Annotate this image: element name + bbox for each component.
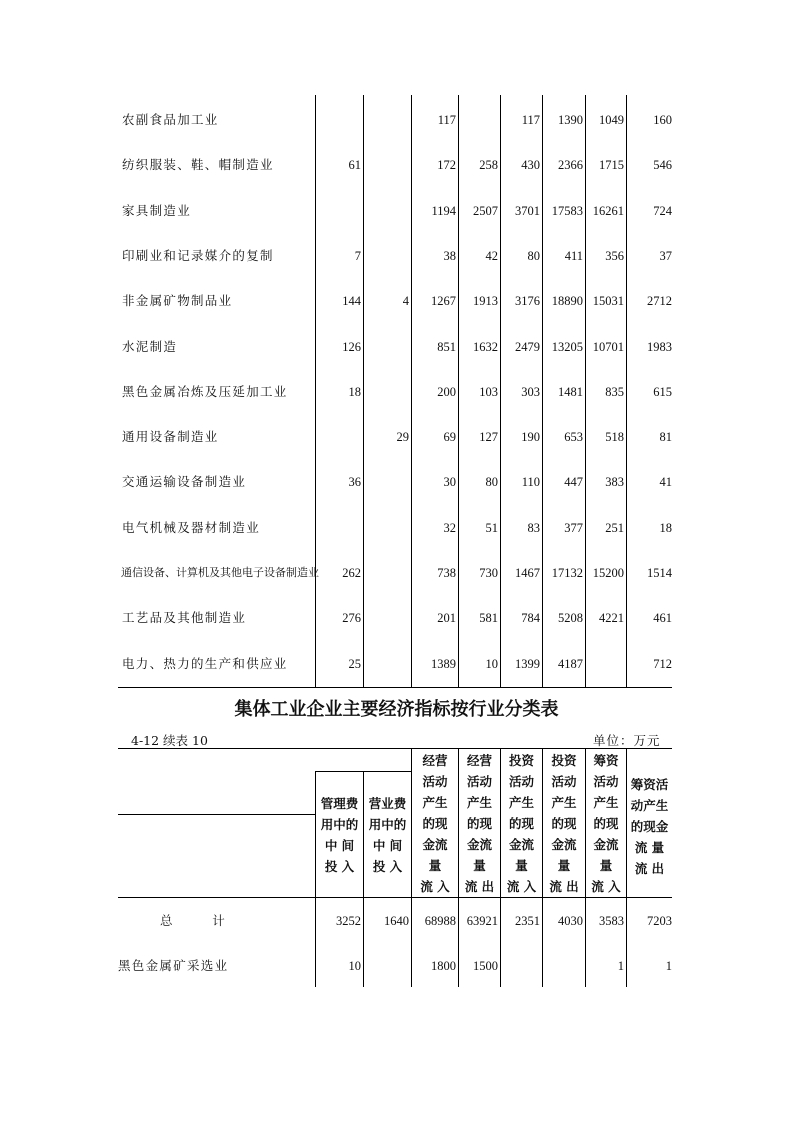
cell-value: 2366 xyxy=(558,158,583,173)
column-header xyxy=(412,750,458,897)
column-header-line: 经营 xyxy=(466,753,492,768)
row-name: 家具制造业 xyxy=(122,202,192,218)
total-value: 3252 xyxy=(336,914,361,928)
cell-value: 1267 xyxy=(431,294,456,309)
column-header-line: 活动 xyxy=(466,774,492,789)
cell-value: 461 xyxy=(653,611,672,626)
cell-value: 738 xyxy=(437,566,456,580)
cell-value: 61 xyxy=(348,158,361,173)
cell-value: 81 xyxy=(659,430,672,445)
cell-value: 17583 xyxy=(551,203,583,218)
row-name: 纺织服装、鞋、帽制造业 xyxy=(122,157,274,173)
column-header-line: 用中的 xyxy=(368,817,407,832)
column-header-line: 营业费 xyxy=(368,796,407,811)
column-header-line: 量 xyxy=(515,858,528,873)
cell-value: 835 xyxy=(605,384,624,399)
cell-value: 1049 xyxy=(599,113,624,127)
cell-value: 15031 xyxy=(592,294,624,309)
cell-value: 1467 xyxy=(515,566,540,580)
column-header-line: 活动 xyxy=(508,774,534,789)
column-header-line: 流 出 xyxy=(634,861,665,876)
cell-value: 1389 xyxy=(431,656,456,671)
cell-value: 546 xyxy=(653,158,672,173)
column-header-line: 产生 xyxy=(593,795,619,810)
total-value: 63921 xyxy=(466,914,498,928)
column-header-line: 投资 xyxy=(508,753,534,768)
cell-value: 1800 xyxy=(431,959,456,973)
cell-value: 430 xyxy=(521,158,540,173)
column-header-line: 经营 xyxy=(422,753,448,768)
column-header-line: 量 xyxy=(557,858,571,873)
column-header-line: 中 间 xyxy=(372,838,403,853)
cell-value: 36 xyxy=(348,475,361,490)
column-header-line: 的现 xyxy=(593,816,619,831)
row-name: 水泥制造 xyxy=(122,338,178,354)
total-value: 2351 xyxy=(515,914,540,928)
cell-value: 5208 xyxy=(558,611,583,626)
cell-value: 10 xyxy=(485,656,498,671)
cell-value: 18 xyxy=(348,384,361,399)
cell-value: 1399 xyxy=(515,656,540,671)
column-header-line: 活动 xyxy=(593,774,619,789)
column-header-line: 产生 xyxy=(466,795,492,810)
column-header-line: 动产生 xyxy=(630,798,669,813)
column-header xyxy=(501,750,542,897)
cell-value: 1500 xyxy=(473,959,498,973)
total-value: 3583 xyxy=(599,914,624,928)
lower-top-rule xyxy=(118,748,672,749)
cell-value: 251 xyxy=(605,520,624,535)
cell-value: 103 xyxy=(479,384,498,399)
column-header xyxy=(627,774,672,879)
cell-value: 42 xyxy=(485,248,498,263)
column-header xyxy=(586,750,626,897)
cell-value: 581 xyxy=(479,611,498,626)
cell-value: 200 xyxy=(437,384,456,399)
cell-value: 83 xyxy=(527,520,540,535)
upper-bottom-rule xyxy=(118,687,672,688)
cell-value: 69 xyxy=(443,430,456,445)
header-bottom-rule xyxy=(118,897,672,898)
cell-value: 18890 xyxy=(551,294,583,309)
cell-value: 730 xyxy=(479,566,498,580)
column-header-line: 产生 xyxy=(422,795,448,810)
cell-value: 117 xyxy=(437,113,456,127)
cell-value: 37 xyxy=(659,248,672,263)
cell-value: 80 xyxy=(485,475,498,490)
cell-value: 377 xyxy=(564,520,583,535)
table-id: 4-12 续表 10 xyxy=(131,733,208,748)
cell-value: 15200 xyxy=(592,566,624,580)
cell-value: 518 xyxy=(605,430,624,445)
column-header-line: 量 xyxy=(428,858,442,873)
cell-value: 4187 xyxy=(558,656,583,671)
column-header-line: 中 间 xyxy=(324,838,355,853)
total-label: 总 计 xyxy=(160,913,225,928)
row-name: 通信设备、计算机及其他电子设备制造业 xyxy=(121,566,319,579)
cell-value: 17132 xyxy=(551,566,583,580)
cell-value: 383 xyxy=(605,475,624,490)
cell-value: 1 xyxy=(665,959,672,973)
cell-value: 16261 xyxy=(592,203,624,218)
cell-value: 25 xyxy=(348,656,361,671)
cell-value: 10 xyxy=(348,959,361,973)
cell-value: 262 xyxy=(342,566,361,580)
cell-value: 80 xyxy=(527,248,540,263)
cell-value: 38 xyxy=(443,248,456,263)
cell-value: 127 xyxy=(479,430,498,445)
column-header-line: 流 量 xyxy=(634,840,665,855)
table-title: 集体工业企业主要经济指标按行业分类表 xyxy=(234,699,559,720)
column-header-line: 流 入 xyxy=(420,879,450,894)
cell-value: 851 xyxy=(437,339,456,354)
column-header-line: 管理费 xyxy=(320,796,359,811)
column-header-line: 投 入 xyxy=(372,859,403,874)
column-header-line: 金流 xyxy=(593,837,619,852)
cell-value: 126 xyxy=(342,339,361,354)
cell-value: 1983 xyxy=(647,339,672,354)
column-header-line: 流 出 xyxy=(464,879,495,894)
column-header-line: 的现 xyxy=(508,816,534,831)
row-name: 电力、热力的生产和供应业 xyxy=(122,655,288,671)
cell-value: 1514 xyxy=(647,566,672,580)
cell-value: 29 xyxy=(396,430,409,445)
cell-value: 1390 xyxy=(558,113,583,127)
cell-value: 32 xyxy=(443,520,456,535)
column-header-line: 金流 xyxy=(466,837,492,852)
cell-value: 190 xyxy=(521,430,540,445)
column-header-line: 的现 xyxy=(551,816,577,831)
column-header-line: 量 xyxy=(473,858,486,873)
row-name: 农副食品加工业 xyxy=(122,112,219,127)
cell-value: 1913 xyxy=(473,294,498,309)
column-header-line: 活动 xyxy=(422,774,448,789)
cell-value: 615 xyxy=(653,384,672,399)
column-header-line: 用中的 xyxy=(320,817,359,832)
row-name: 非金属矿物制品业 xyxy=(122,293,233,309)
upper-column-rule xyxy=(363,95,364,687)
column-header-line: 流 出 xyxy=(549,879,579,894)
cell-value: 1715 xyxy=(599,158,624,173)
column-header xyxy=(364,793,411,877)
column-header-line: 产生 xyxy=(508,795,534,810)
column-header-line: 的现 xyxy=(466,816,492,831)
cell-value: 4221 xyxy=(599,611,624,626)
cell-value: 160 xyxy=(653,113,672,127)
cell-value: 3176 xyxy=(515,294,540,309)
column-header-line: 流 入 xyxy=(506,879,537,894)
cell-value: 7 xyxy=(354,248,361,263)
total-value: 68988 xyxy=(424,914,456,928)
column-header-line: 筹资 xyxy=(593,753,619,768)
cell-value: 258 xyxy=(479,158,498,173)
cell-value: 51 xyxy=(485,520,498,535)
row-name: 印刷业和记录媒介的复制 xyxy=(122,247,274,263)
cell-value: 724 xyxy=(653,203,672,218)
cell-value: 2507 xyxy=(473,203,498,218)
cell-value: 4 xyxy=(402,294,409,309)
column-header-line: 投资 xyxy=(551,753,577,768)
column-header-line: 流 入 xyxy=(591,879,621,894)
cell-value: 1 xyxy=(617,959,624,973)
column-header-line: 的现金 xyxy=(630,819,669,834)
cell-value: 110 xyxy=(521,475,540,490)
row-name: 通用设备制造业 xyxy=(122,429,219,445)
cell-value: 2712 xyxy=(647,294,672,309)
column-header-line: 活动 xyxy=(551,774,577,789)
cell-value: 712 xyxy=(653,656,672,671)
total-value: 4030 xyxy=(558,914,583,928)
total-value: 1640 xyxy=(384,914,409,928)
cell-value: 1194 xyxy=(431,203,456,218)
cell-value: 1481 xyxy=(558,384,583,399)
cell-value: 653 xyxy=(564,430,583,445)
cell-value: 144 xyxy=(342,294,361,309)
cell-value: 10701 xyxy=(592,339,624,354)
cell-value: 356 xyxy=(605,248,624,263)
row-name: 黑色金属矿采选业 xyxy=(118,958,229,973)
cell-value: 2479 xyxy=(515,339,540,354)
cell-value: 18 xyxy=(659,520,672,535)
column-header xyxy=(316,793,363,877)
cell-value: 41 xyxy=(659,475,672,490)
total-value: 7203 xyxy=(647,914,672,928)
cell-value: 1632 xyxy=(473,339,498,354)
cell-value: 13205 xyxy=(551,339,583,354)
cell-value: 447 xyxy=(564,475,583,490)
column-header-line: 金流 xyxy=(551,837,577,852)
column-header xyxy=(543,750,585,897)
column-header-line: 产生 xyxy=(551,795,577,810)
cell-value: 117 xyxy=(521,113,540,127)
row-name: 黑色金属冶炼及压延加工业 xyxy=(122,383,288,399)
column-header-line: 金流 xyxy=(422,837,448,852)
stub-rule xyxy=(118,814,315,815)
row-name: 交通运输设备制造业 xyxy=(122,474,247,490)
cell-value: 411 xyxy=(564,248,583,263)
cell-value: 303 xyxy=(521,384,540,399)
column-header-line: 金流 xyxy=(508,837,534,852)
cell-value: 784 xyxy=(521,611,540,626)
column-header-line: 的现 xyxy=(422,816,448,831)
cell-value: 276 xyxy=(342,611,361,626)
column-header-line: 量 xyxy=(599,858,613,873)
cell-value: 30 xyxy=(443,475,456,490)
unit-label: 单位：万元 xyxy=(593,733,661,748)
column-header xyxy=(459,750,500,897)
row-name: 电气机械及器材制造业 xyxy=(122,519,261,535)
cell-value: 3701 xyxy=(515,203,540,218)
cell-value: 172 xyxy=(437,158,456,173)
column-header-line: 投 入 xyxy=(324,859,355,874)
cell-value: 201 xyxy=(437,611,456,626)
column-header-line: 筹资活 xyxy=(630,777,669,792)
row-name: 工艺品及其他制造业 xyxy=(122,610,247,626)
